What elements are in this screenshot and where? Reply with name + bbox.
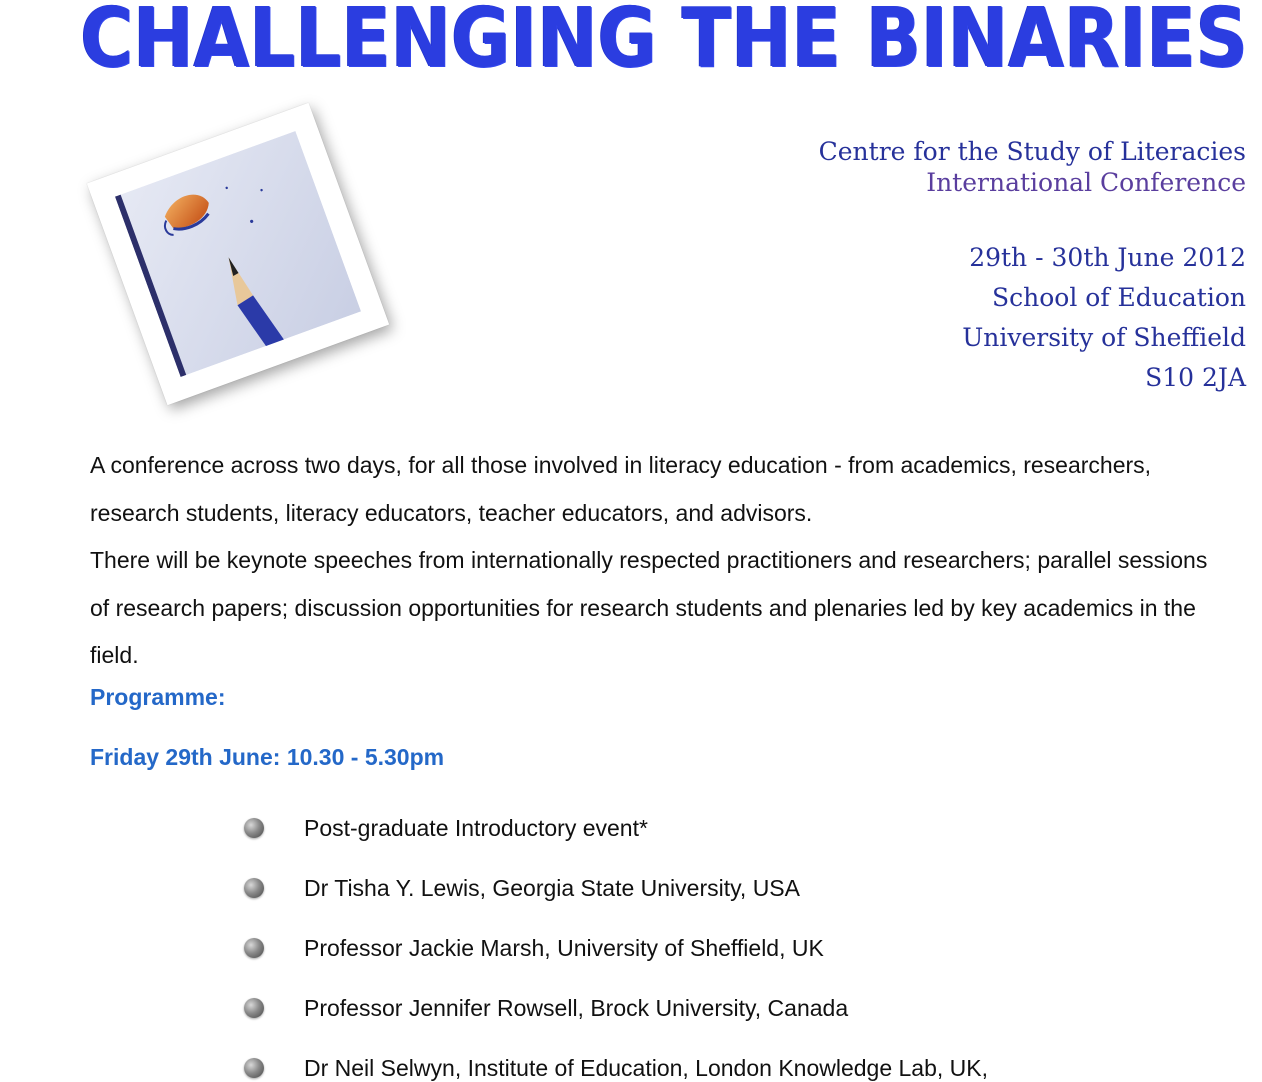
- bullet-icon: [244, 878, 264, 898]
- event-postcode: S10 2JA: [1145, 363, 1246, 392]
- list-item-text: Post-graduate Introductory event*: [304, 814, 648, 841]
- bullet-icon: [244, 1058, 264, 1078]
- photo-frame: [87, 103, 389, 405]
- bullet-icon: [244, 938, 264, 958]
- list-item-text: Dr Tisha Y. Lewis, Georgia State University, USA: [304, 874, 800, 901]
- list-item: [244, 918, 988, 978]
- list-item: [244, 978, 988, 1038]
- event-university: University of Sheffield: [962, 323, 1246, 352]
- intro-text: [90, 442, 1230, 680]
- intro-paragraph-1: A conference across two days, for all those involved in literacy education - from academics, researchers, research students, literacy educators, teacher educators, and advisors.: [90, 452, 1152, 526]
- organizer-name: Centre for the Study of Literacies: [818, 137, 1246, 166]
- list-item: [244, 858, 988, 918]
- event-school: School of Education: [992, 283, 1246, 312]
- bullet-icon: [244, 998, 264, 1018]
- list-item: [244, 1038, 988, 1082]
- conference-type: International Conference: [926, 168, 1246, 197]
- day1-programme-list: [244, 798, 988, 1082]
- programme-heading: Programme:: [90, 684, 226, 710]
- organizer-block: [819, 136, 1246, 198]
- list-item-text: Professor Jennifer Rowsell, Brock University, Canada: [304, 994, 849, 1021]
- bullet-icon: [244, 818, 264, 838]
- list-item-text: Professor Jackie Marsh, University of Sheffield, UK: [304, 934, 824, 961]
- pencil-image: [115, 131, 361, 377]
- event-dates: 29th - 30th June 2012: [969, 243, 1246, 272]
- list-item: [244, 798, 988, 858]
- intro-paragraph-2: There will be keynote speeches from internationally respected practitioners and researchers; parallel sessions of research papers; discussion opportunities for research students and plenaries led by key academics in the field.: [90, 547, 1208, 668]
- day1-heading: Friday 29th June: 10.30 - 5.30pm: [90, 744, 445, 770]
- list-item-text: Dr Neil Selwyn, Institute of Education, London Knowledge Lab, UK,: [304, 1054, 989, 1081]
- event-details: [962, 238, 1246, 398]
- conference-title: CHALLENGING THE BINARIES: [80, 0, 1248, 86]
- pencil-photo: [92, 118, 392, 388]
